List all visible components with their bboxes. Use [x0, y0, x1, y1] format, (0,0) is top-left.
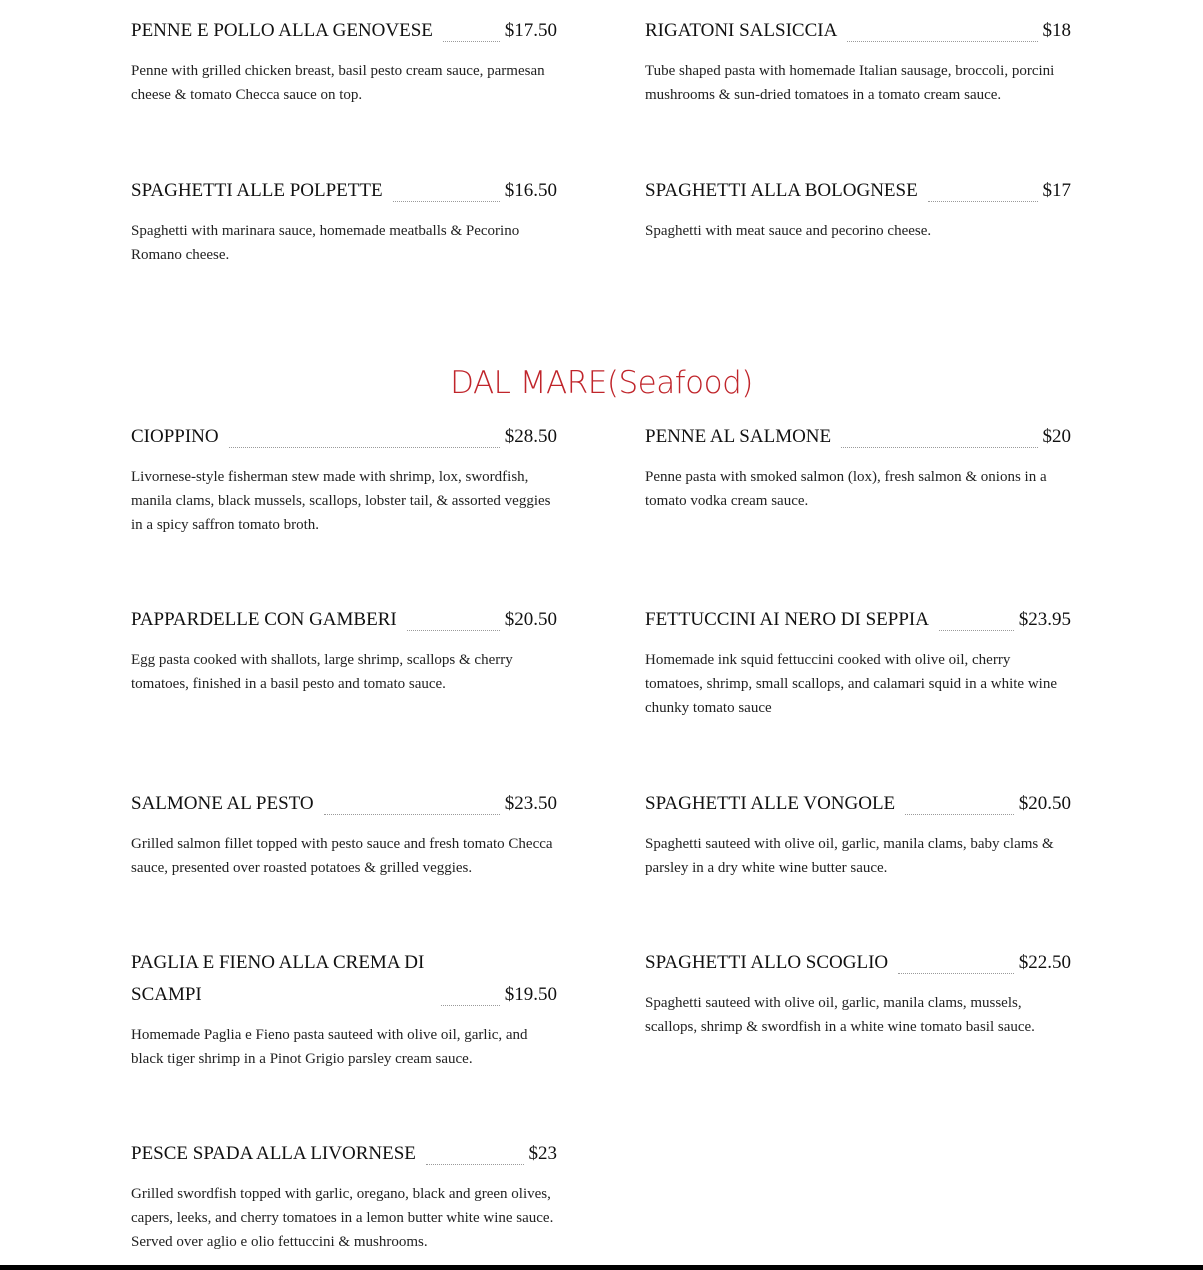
- menu-item-header: [131, 15, 557, 47]
- menu-item-description: Homemade ink squid fettuccini cooked with olive oil, cherry tomatoes, shrimp, small scallops, and calamari squid in a white wine chunky tomato sauce: [645, 652, 1057, 716]
- menu-item-penne-salmone: [645, 421, 1071, 513]
- menu-item-price: $16.50: [504, 180, 557, 201]
- menu-item-description: Spaghetti with meat sauce and pecorino cheese.: [645, 223, 932, 239]
- menu-item-name: PAGLIA E FIENO ALLA CREMA DI SCAMPI: [131, 952, 425, 1005]
- menu-item-price: $23: [528, 1143, 557, 1164]
- dot-leader: [324, 814, 500, 815]
- menu-item-paglia-fieno-scampi: [131, 947, 557, 1071]
- menu-item-name: SPAGHETTI ALLE VONGOLE: [645, 793, 896, 814]
- menu-item-header: [645, 15, 1071, 47]
- menu-item-name: SPAGHETTI ALLE POLPETTE: [131, 180, 383, 201]
- dot-leader: [407, 630, 500, 631]
- menu-item-description: Egg pasta cooked with shallots, large shrimp, scallops & cherry tomatoes, finished in a basil pesto and tomato sauce.: [131, 652, 513, 692]
- menu-item-description: Penne with grilled chicken breast, basil pesto cream sauce, parmesan cheese & tomato Checca sauce on top.: [131, 63, 545, 103]
- menu-item-name: RIGATONI SALSICCIA: [645, 20, 838, 41]
- menu-item-name: SPAGHETTI ALLA BOLOGNESE: [645, 180, 918, 201]
- menu-item-price: $18: [1042, 20, 1071, 41]
- menu-item-name: PENNE AL SALMONE: [645, 426, 832, 447]
- menu-item-name: PESCE SPADA ALLA LIVORNESE: [131, 1143, 416, 1164]
- menu-item-description: Spaghetti sauteed with olive oil, garlic, manila clams, mussels, scallops, shrimp & swordfish in a white wine tomato basil sauce.: [645, 995, 1035, 1035]
- menu-item-salmone-pesto: [131, 788, 557, 880]
- menu-item-description: Penne pasta with smoked salmon (lox), fresh salmon & onions in a tomato vodka cream sauce.: [645, 469, 1047, 509]
- menu-item-price: $19.50: [504, 984, 557, 1005]
- menu-item-description: Tube shaped pasta with homemade Italian sausage, broccoli, porcini mushrooms & sun-dried tomatoes in a tomato cream sauce.: [645, 63, 1055, 103]
- menu-item-header: [131, 788, 557, 820]
- menu-item-header: [131, 604, 557, 636]
- dot-leader: [939, 630, 1014, 631]
- menu-item-price: $22.50: [1018, 952, 1071, 973]
- menu-item-price: $20.50: [1018, 793, 1071, 814]
- menu-item-fettuccini-nero-seppia: [645, 604, 1071, 720]
- menu-item-name: SALMONE AL PESTO: [131, 793, 314, 814]
- menu-item-header: [131, 175, 557, 207]
- menu-item-name: SPAGHETTI ALLO SCOGLIO: [645, 952, 889, 973]
- menu-item-name: FETTUCCINI AI NERO DI SEPPIA: [645, 609, 929, 630]
- menu-item-header: [645, 175, 1071, 207]
- menu-item-spaghetti-bolognese: [645, 175, 1071, 243]
- menu-item-description: Spaghetti with marinara sauce, homemade meatballs & Pecorino Romano cheese.: [131, 223, 520, 263]
- menu-item-description: Grilled salmon fillet topped with pesto sauce and fresh tomato Checca sauce, presented over roasted potatoes & grilled veggies.: [131, 836, 553, 876]
- menu-item-price: $20: [1042, 426, 1071, 447]
- menu-item-description: Spaghetti sauteed with olive oil, garlic, manila clams, baby clams & parsley in a dry white wine butter sauce.: [645, 836, 1054, 876]
- dot-leader: [229, 447, 500, 448]
- menu-item-spaghetti-polpette: [131, 175, 557, 267]
- menu-item-header: [131, 421, 557, 453]
- dot-leader: [841, 447, 1037, 448]
- menu-item-rigatoni-salsiccia: [645, 15, 1071, 107]
- menu-item-cioppino: [131, 421, 557, 537]
- dot-leader: [847, 41, 1037, 42]
- menu-item-description: Grilled swordfish topped with garlic, oregano, black and green olives, capers, leeks, and cherry tomatoes in a lemon butter white wine sauce. Served over aglio e olio fettuccini & mushrooms.: [131, 1186, 554, 1250]
- menu-item-price: $17.50: [504, 20, 557, 41]
- dot-leader: [898, 973, 1014, 974]
- menu-item-spaghetti-scoglio: [645, 947, 1071, 1039]
- dot-leader: [443, 41, 500, 42]
- menu-item-description: Homemade Paglia e Fieno pasta sauteed with olive oil, garlic, and black tiger shrimp in a Pinot Grigio parsley cream sauce.: [131, 1027, 528, 1067]
- menu-item-price: $23.95: [1018, 609, 1071, 630]
- menu-item-spaghetti-vongole: [645, 788, 1071, 880]
- dot-leader: [426, 1164, 524, 1165]
- menu-item-header: [645, 421, 1071, 453]
- dot-leader: [393, 201, 500, 202]
- menu-item-name: CIOPPINO: [131, 426, 219, 447]
- section-title: DAL MARE(Seafood): [450, 365, 753, 401]
- menu-item-price: $23.50: [504, 793, 557, 814]
- menu-item-pappardelle-gamberi: [131, 604, 557, 696]
- bottom-divider: [0, 1265, 1203, 1270]
- menu-item-header: [131, 1138, 557, 1170]
- menu-item-name: PAPPARDELLE CON GAMBERI: [131, 609, 397, 630]
- menu-item-price: $28.50: [504, 426, 557, 447]
- menu-item-price: $20.50: [504, 609, 557, 630]
- menu-item-description: Livornese-style fisherman stew made with shrimp, lox, swordfish, manila clams, black mussels, scallops, lobster tail, & assorted veggies in a spicy saffron tomato broth.: [131, 469, 551, 533]
- dot-leader: [905, 814, 1014, 815]
- menu-item-header: [645, 947, 1071, 979]
- menu-item-name: PENNE E POLLO ALLA GENOVESE: [131, 20, 433, 41]
- dot-leader: [928, 201, 1038, 202]
- menu-item-header: [645, 604, 1071, 636]
- menu-item-price: $17: [1042, 180, 1071, 201]
- menu-item-penne-pollo-genovese: [131, 15, 557, 107]
- dot-leader: [441, 1005, 500, 1006]
- menu-item-pesce-spada-livornese: [131, 1138, 557, 1254]
- menu-item-header: [131, 947, 557, 1011]
- menu-item-header: [645, 788, 1071, 820]
